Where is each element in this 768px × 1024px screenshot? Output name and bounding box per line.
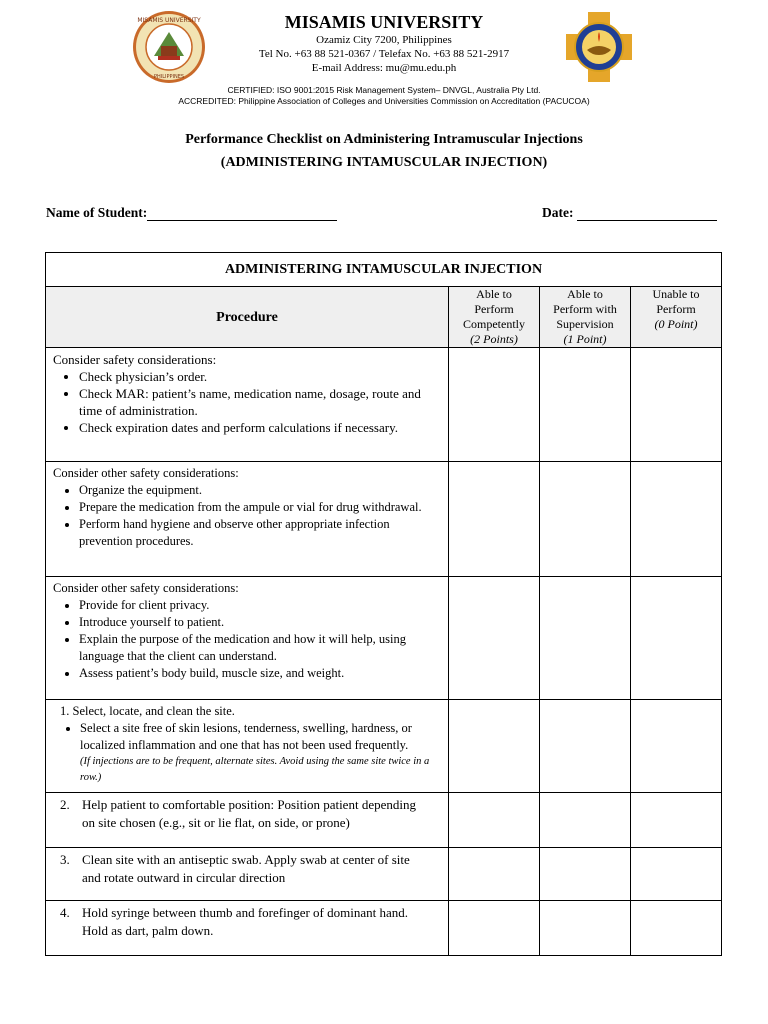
- score-cell-supervision[interactable]: [540, 462, 631, 577]
- university-email: E-mail Address: mu@mu.edu.ph: [311, 62, 457, 74]
- university-city: Ozamiz City 7200, Philippines: [316, 34, 452, 46]
- procedure-cell: [46, 462, 449, 577]
- table-caption: ADMINISTERING INTAMUSCULAR INJECTION: [46, 253, 722, 287]
- score-cell-supervision[interactable]: [540, 901, 631, 956]
- step-text: Help patient to comfortable position: Position patient depending on site chosen (e.g., sit or lie flat, on side, or prone): [82, 797, 416, 830]
- score-cell-unable[interactable]: [631, 901, 722, 956]
- table-row: [46, 348, 722, 462]
- checklist-table: [45, 252, 722, 956]
- university-name: MISAMIS UNIVERSITY: [284, 12, 484, 32]
- list-item: • Explain the purpose of the medication and how it will help, using language that the client can understand.: [79, 631, 442, 665]
- procedure-cell: [46, 348, 449, 462]
- seal-text-top: MISAMIS UNIVERSITY: [137, 17, 201, 24]
- score-cell-competent[interactable]: [449, 700, 540, 793]
- list-item: • Check MAR: patient’s name, medication name, dosage, route and time of administration.: [79, 385, 442, 419]
- step-text: Hold syringe between thumb and forefinger of dominant hand. Hold as dart, palm down.: [82, 905, 408, 938]
- student-name-line[interactable]: [147, 207, 337, 221]
- step-text: Clean site with an antiseptic swab. Apply swab at center of site and rotate outward in circular direction: [82, 852, 410, 885]
- list-item: • Check physician’s order.: [79, 368, 442, 385]
- score-cell-competent[interactable]: [449, 901, 540, 956]
- row-intro: Consider other safety considerations:: [53, 581, 239, 595]
- list-item: • Check expiration dates and perform calculations if necessary.: [79, 419, 442, 436]
- procedure-cell: [46, 700, 449, 793]
- procedure-cell: [46, 577, 449, 700]
- student-name-field[interactable]: [46, 205, 337, 221]
- date-label: Date:: [542, 205, 574, 220]
- list-item: • Introduce yourself to patient.: [79, 614, 442, 631]
- score-cell-unable[interactable]: [631, 700, 722, 793]
- accredited-line: ACCREDITED: Philippine Association of Colleges and Universities Commission on Accreditation (PACUCOA): [178, 96, 590, 106]
- list-item: • Prepare the medication from the ampule or vial for drug withdrawal.: [79, 499, 442, 516]
- header-competent: Able to Perform Competently (2 Points): [449, 287, 540, 348]
- procedure-cell: [46, 848, 449, 901]
- score-cell-supervision[interactable]: [540, 700, 631, 793]
- procedure-cell: [46, 793, 449, 848]
- date-field[interactable]: [542, 205, 717, 221]
- table-row: [46, 901, 722, 956]
- header-unable: Unable to Perform (0 Point): [631, 287, 722, 348]
- list-item: • Organize the equipment.: [79, 482, 442, 499]
- score-cell-unable[interactable]: [631, 793, 722, 848]
- date-line[interactable]: [577, 207, 717, 221]
- step-number: 3.: [60, 852, 70, 867]
- score-cell-supervision[interactable]: [540, 577, 631, 700]
- score-cell-competent[interactable]: [449, 848, 540, 901]
- seal-text-bottom: PHILIPPINES: [153, 74, 185, 80]
- score-cell-unable[interactable]: [631, 462, 722, 577]
- score-cell-unable[interactable]: [631, 348, 722, 462]
- score-cell-supervision[interactable]: [540, 793, 631, 848]
- row-intro: Consider safety considerations:: [53, 352, 217, 367]
- score-cell-unable[interactable]: [631, 848, 722, 901]
- document-subtitle: (ADMINISTERING INTAMUSCULAR INJECTION): [220, 155, 548, 170]
- document-title: Performance Checklist on Administering Intramuscular Injections: [185, 132, 583, 147]
- student-name-label: Name of Student:: [46, 205, 148, 220]
- score-cell-competent[interactable]: [449, 577, 540, 700]
- step-number: 4.: [60, 905, 70, 920]
- table-row: [46, 462, 722, 577]
- procedure-cell: [46, 901, 449, 956]
- score-cell-supervision[interactable]: [540, 348, 631, 462]
- list-item: • Select a site free of skin lesions, tenderness, swelling, hardness, or localized inflammation and one that has not been used frequently.: [80, 720, 442, 754]
- score-cell-competent[interactable]: [449, 348, 540, 462]
- header-supervision: Able to Perform with Supervision (1 Point): [540, 287, 631, 348]
- score-cell-unable[interactable]: [631, 577, 722, 700]
- score-cell-supervision[interactable]: [540, 848, 631, 901]
- table-row: [46, 848, 722, 901]
- table-row: [46, 577, 722, 700]
- row-intro: Consider other safety considerations:: [53, 466, 239, 480]
- step-number: 2.: [60, 797, 70, 812]
- table-row: [46, 793, 722, 848]
- certified-line: CERTIFIED: ISO 9001:2015 Risk Management System– DNVGL, Australia Pty Ltd.: [227, 85, 541, 95]
- step-note: (If injections are to be frequent, alternate sites. Avoid using the same site twice in a row.): [80, 756, 430, 783]
- step-1: 1. Select, locate, and clean the site.: [60, 704, 235, 718]
- table-row: [46, 700, 722, 793]
- score-cell-competent[interactable]: [449, 793, 540, 848]
- university-phone: Tel No. +63 88 521-0367 / Telefax No. +63 88 521-2917: [258, 48, 510, 60]
- list-item: • Perform hand hygiene and observe other appropriate infection prevention procedures.: [79, 516, 442, 550]
- list-item: • Provide for client privacy.: [79, 597, 442, 614]
- list-item: • Assess patient’s body build, muscle size, and weight.: [79, 665, 442, 682]
- score-cell-competent[interactable]: [449, 462, 540, 577]
- header-procedure: Procedure: [46, 287, 449, 348]
